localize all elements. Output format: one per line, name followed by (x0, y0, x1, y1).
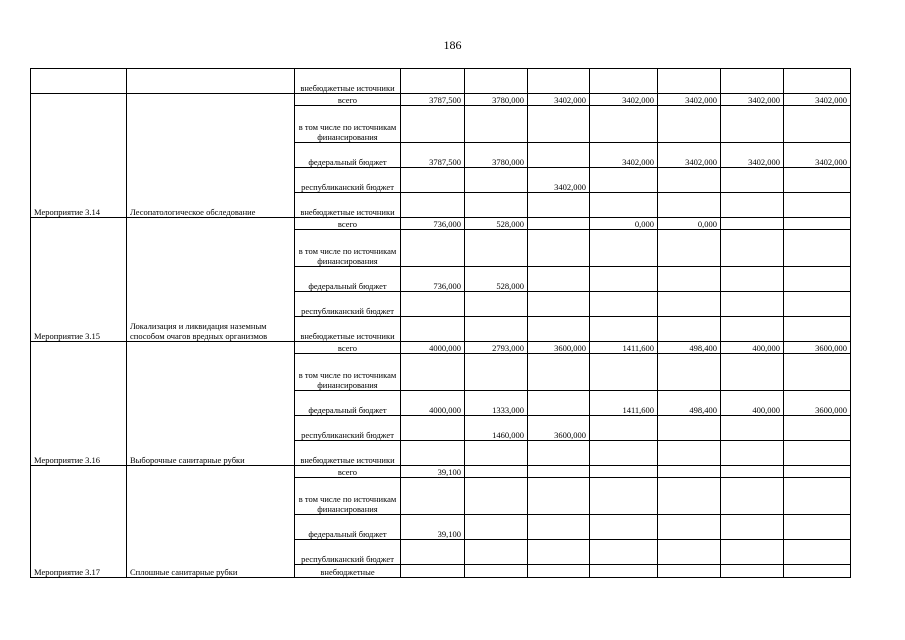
value-cell: 3600,000 (528, 416, 590, 441)
funding-source-cell: в том числе по источникам финансирования (295, 354, 401, 391)
value-cell (784, 193, 851, 218)
value-cell (528, 540, 590, 565)
funding-source-cell: в том числе по источникам финансирования (295, 106, 401, 143)
value-cell (528, 106, 590, 143)
value-cell (721, 267, 784, 292)
value-cell (658, 106, 721, 143)
value-cell (528, 441, 590, 466)
value-cell (590, 168, 658, 193)
value-cell (401, 292, 465, 317)
value-cell (401, 565, 465, 578)
value-cell (465, 441, 528, 466)
value-cell (528, 267, 590, 292)
value-cell (721, 354, 784, 391)
budget-table (30, 68, 851, 578)
value-cell: 3600,000 (528, 342, 590, 354)
value-cell (721, 478, 784, 515)
value-cell (401, 540, 465, 565)
value-cell (528, 292, 590, 317)
value-cell: 39,100 (401, 466, 465, 478)
value-cell: 2793,000 (465, 342, 528, 354)
measure-cell: Мероприятие 3.15 (31, 218, 127, 342)
value-cell (721, 193, 784, 218)
funding-source-cell: республиканский бюджет (295, 540, 401, 565)
value-cell (721, 69, 784, 94)
value-cell: 3780,000 (465, 143, 528, 168)
value-cell (465, 292, 528, 317)
value-cell (590, 515, 658, 540)
value-cell (658, 416, 721, 441)
funding-source-cell: внебюджетные источники (295, 441, 401, 466)
value-cell (465, 106, 528, 143)
value-cell (465, 466, 528, 478)
value-cell (590, 106, 658, 143)
value-cell: 528,000 (465, 267, 528, 292)
value-cell (721, 416, 784, 441)
value-cell (401, 478, 465, 515)
value-cell: 3402,000 (721, 94, 784, 106)
value-cell: 3402,000 (658, 143, 721, 168)
value-cell (784, 69, 851, 94)
description-cell: Выборочные санитарные рубки (127, 342, 295, 466)
value-cell (721, 515, 784, 540)
table-row (31, 342, 851, 354)
value-cell (401, 230, 465, 267)
funding-source-cell: всего (295, 466, 401, 478)
value-cell (590, 69, 658, 94)
value-cell (590, 416, 658, 441)
value-cell: 39,100 (401, 515, 465, 540)
funding-source-cell: всего (295, 94, 401, 106)
funding-source-cell: республиканский бюджет (295, 416, 401, 441)
value-cell (590, 565, 658, 578)
value-cell (528, 193, 590, 218)
measure-cell: Мероприятие 3.16 (31, 342, 127, 466)
value-cell (721, 540, 784, 565)
value-cell (721, 218, 784, 230)
value-cell (465, 230, 528, 267)
value-cell (658, 292, 721, 317)
funding-source-cell: в том числе по источникам финансирования (295, 230, 401, 267)
value-cell (658, 168, 721, 193)
value-cell (784, 317, 851, 342)
value-cell: 3787,500 (401, 143, 465, 168)
value-cell: 3780,000 (465, 94, 528, 106)
funding-source-cell: в том числе по источникам финансирования (295, 478, 401, 515)
value-cell: 736,000 (401, 218, 465, 230)
value-cell (658, 267, 721, 292)
value-cell (784, 354, 851, 391)
table-row (31, 69, 851, 94)
value-cell: 3402,000 (784, 143, 851, 168)
value-cell (784, 441, 851, 466)
value-cell (721, 317, 784, 342)
value-cell (401, 416, 465, 441)
value-cell (658, 478, 721, 515)
value-cell (528, 69, 590, 94)
value-cell: 3402,000 (721, 143, 784, 168)
value-cell (784, 540, 851, 565)
value-cell (590, 292, 658, 317)
value-cell (590, 317, 658, 342)
measure-cell: Мероприятие 3.14 (31, 94, 127, 218)
value-cell: 736,000 (401, 267, 465, 292)
funding-source-cell: федеральный бюджет (295, 267, 401, 292)
value-cell (465, 69, 528, 94)
value-cell (465, 193, 528, 218)
value-cell: 0,000 (658, 218, 721, 230)
value-cell (658, 515, 721, 540)
funding-source-cell: федеральный бюджет (295, 515, 401, 540)
value-cell (465, 168, 528, 193)
value-cell (721, 168, 784, 193)
value-cell: 3402,000 (590, 143, 658, 168)
value-cell (528, 230, 590, 267)
value-cell (590, 466, 658, 478)
value-cell (721, 230, 784, 267)
value-cell (658, 69, 721, 94)
value-cell: 400,000 (721, 391, 784, 416)
value-cell (590, 441, 658, 466)
value-cell (784, 230, 851, 267)
funding-source-cell: федеральный бюджет (295, 391, 401, 416)
funding-source-cell: республиканский бюджет (295, 292, 401, 317)
page-number: 186 (443, 38, 462, 52)
value-cell (784, 168, 851, 193)
measure-cell (31, 69, 127, 94)
funding-source-cell: всего (295, 342, 401, 354)
value-cell (784, 292, 851, 317)
value-cell (658, 354, 721, 391)
value-cell (658, 441, 721, 466)
value-cell (465, 354, 528, 391)
funding-source-cell: внебюджетные источники (295, 193, 401, 218)
value-cell (658, 565, 721, 578)
value-cell (528, 218, 590, 230)
value-cell: 3787,500 (401, 94, 465, 106)
value-cell: 1411,600 (590, 342, 658, 354)
value-cell (528, 478, 590, 515)
value-cell (784, 218, 851, 230)
value-cell (784, 466, 851, 478)
value-cell (401, 441, 465, 466)
table-row (31, 218, 851, 230)
value-cell: 3600,000 (784, 342, 851, 354)
value-cell: 528,000 (465, 218, 528, 230)
value-cell (721, 292, 784, 317)
value-cell (528, 565, 590, 578)
value-cell (658, 466, 721, 478)
value-cell (528, 391, 590, 416)
value-cell: 400,000 (721, 342, 784, 354)
table-row (31, 94, 851, 106)
value-cell (590, 354, 658, 391)
value-cell (401, 354, 465, 391)
value-cell (528, 466, 590, 478)
value-cell: 4000,000 (401, 391, 465, 416)
value-cell: 3402,000 (658, 94, 721, 106)
value-cell (658, 230, 721, 267)
value-cell: 1460,000 (465, 416, 528, 441)
value-cell (590, 540, 658, 565)
value-cell: 498,400 (658, 391, 721, 416)
value-cell: 498,400 (658, 342, 721, 354)
value-cell (401, 106, 465, 143)
value-cell (465, 565, 528, 578)
value-cell (590, 267, 658, 292)
value-cell: 3402,000 (590, 94, 658, 106)
value-cell: 1411,600 (590, 391, 658, 416)
value-cell (401, 317, 465, 342)
value-cell (465, 515, 528, 540)
value-cell (658, 317, 721, 342)
value-cell (465, 540, 528, 565)
value-cell: 3402,000 (528, 168, 590, 193)
value-cell: 3402,000 (784, 94, 851, 106)
value-cell (401, 193, 465, 218)
value-cell (658, 193, 721, 218)
value-cell (784, 515, 851, 540)
value-cell (465, 317, 528, 342)
funding-source-cell: федеральный бюджет (295, 143, 401, 168)
value-cell (721, 106, 784, 143)
value-cell (401, 69, 465, 94)
value-cell: 3600,000 (784, 391, 851, 416)
value-cell (528, 143, 590, 168)
value-cell (401, 168, 465, 193)
value-cell (784, 565, 851, 578)
description-cell: Лесопатологическое обследование (127, 94, 295, 218)
funding-source-cell: внебюджетные источники (295, 69, 401, 94)
funding-source-cell: внебюджетные (295, 565, 401, 578)
value-cell (784, 267, 851, 292)
value-cell: 4000,000 (401, 342, 465, 354)
value-cell (784, 478, 851, 515)
value-cell: 3402,000 (528, 94, 590, 106)
value-cell (590, 478, 658, 515)
description-cell (127, 69, 295, 94)
value-cell (721, 466, 784, 478)
value-cell (658, 540, 721, 565)
value-cell: 0,000 (590, 218, 658, 230)
funding-source-cell: республиканский бюджет (295, 168, 401, 193)
funding-source-cell: всего (295, 218, 401, 230)
measure-cell: Мероприятие 3.17 (31, 466, 127, 578)
value-cell: 1333,000 (465, 391, 528, 416)
value-cell (528, 515, 590, 540)
table-row (31, 466, 851, 478)
value-cell (721, 441, 784, 466)
value-cell (721, 565, 784, 578)
funding-source-cell: внебюджетные источники (295, 317, 401, 342)
description-cell: Сплошные санитарные рубки (127, 466, 295, 578)
value-cell (528, 317, 590, 342)
value-cell (465, 478, 528, 515)
value-cell (590, 193, 658, 218)
description-cell: Локализация и ликвидация наземным способом очагов вредных организмов (127, 218, 295, 342)
value-cell (784, 416, 851, 441)
value-cell (590, 230, 658, 267)
value-cell (528, 354, 590, 391)
value-cell (784, 106, 851, 143)
